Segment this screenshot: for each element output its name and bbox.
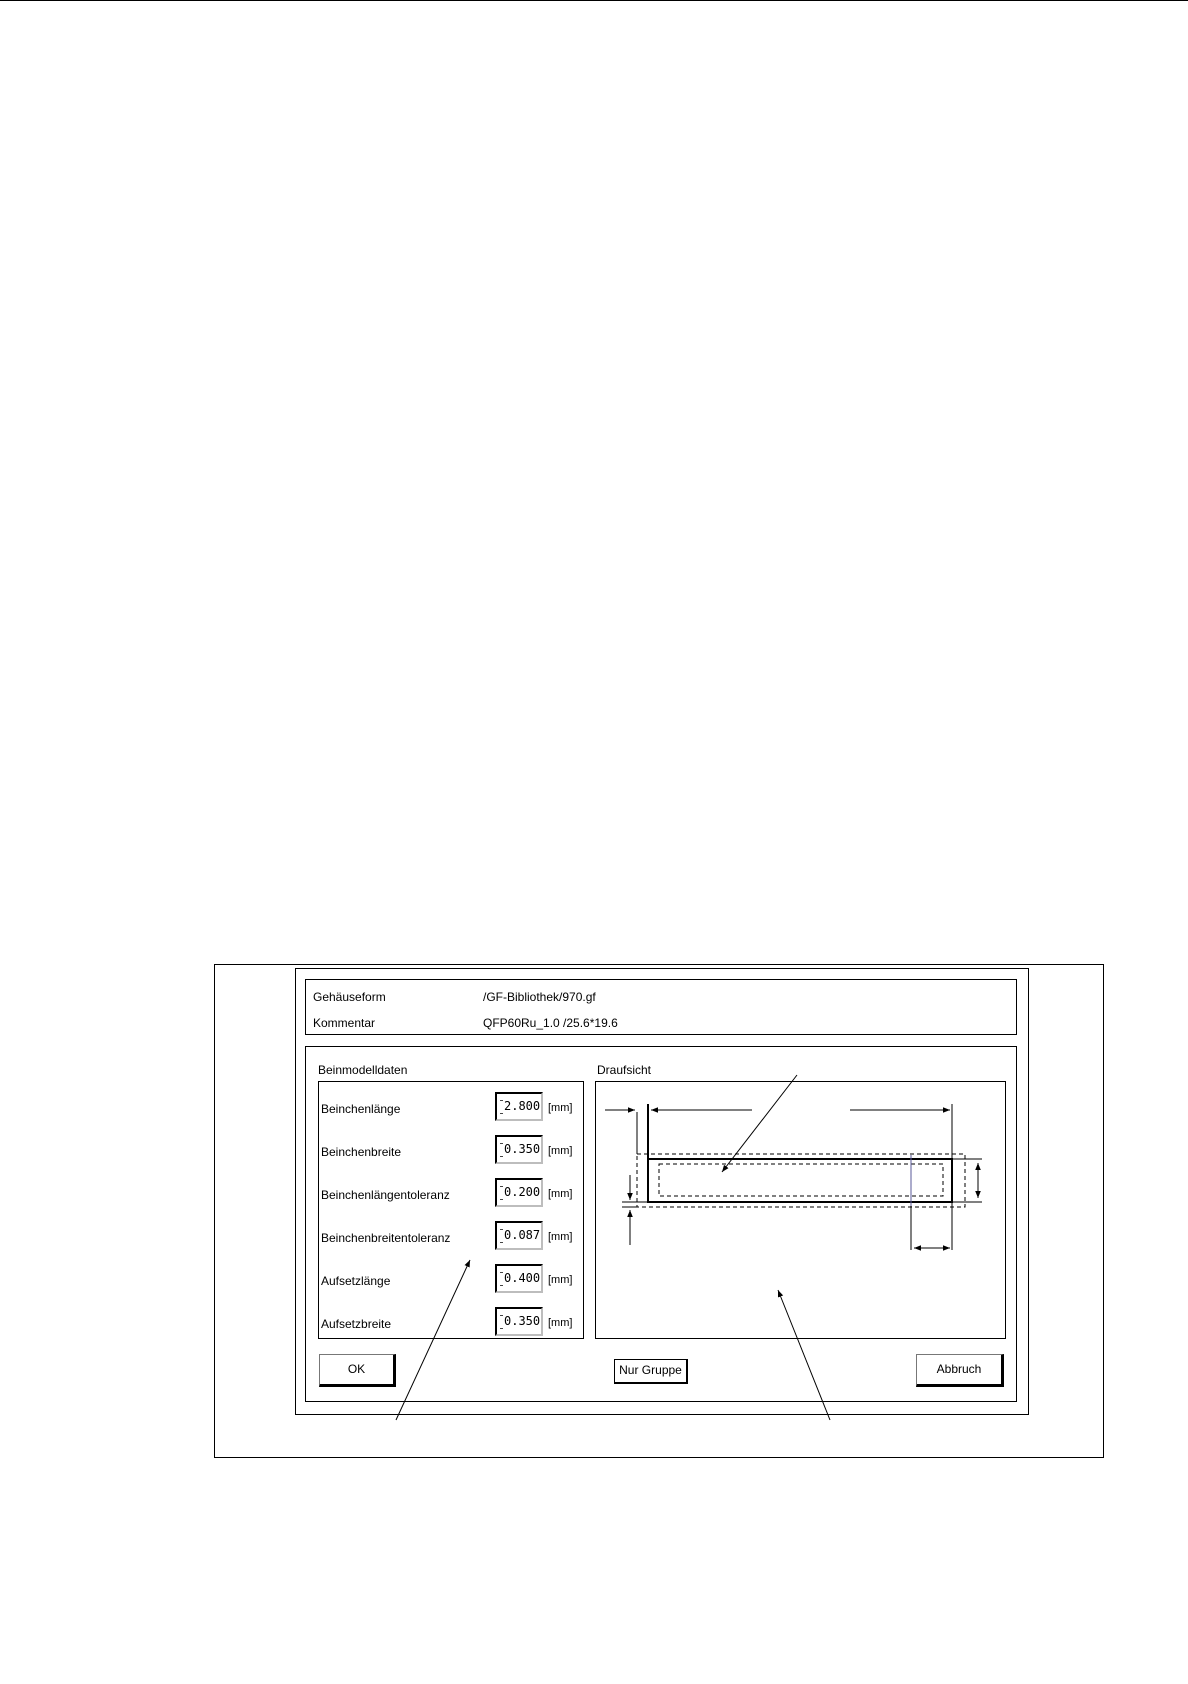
ok-button[interactable]: OK — [319, 1354, 396, 1387]
unit-label: [mm] — [548, 1102, 573, 1114]
aufsetzlaenge-input[interactable]: 0.400 — [495, 1264, 543, 1293]
nur-gruppe-button[interactable]: Nur Gruppe — [614, 1359, 688, 1384]
beinchenlaengentoleranz-input[interactable]: 0.200 — [495, 1178, 543, 1207]
unit-label: [mm] — [548, 1188, 573, 1200]
gehaeuseform-value: /GF-Bibliothek/970.gf — [483, 990, 596, 1004]
field-label: Aufsetzbreite — [321, 1317, 392, 1331]
field-label: Beinchenlänge — [321, 1102, 401, 1116]
callout-line-fields — [396, 1260, 470, 1420]
kommentar-label: Kommentar — [313, 1016, 376, 1030]
callout-line-topview — [778, 1290, 830, 1420]
beinchenbreitentoleranz-input[interactable]: 0.087 — [495, 1221, 543, 1250]
kommentar-value: QFP60Ru_1.0 /25.6*19.6 — [483, 1016, 618, 1030]
unit-label: [mm] — [548, 1145, 573, 1157]
leg-group-title: Beinmodelldaten — [318, 1063, 408, 1077]
unit-label: [mm] — [548, 1274, 573, 1286]
beinchenlaenge-input[interactable]: 2.800 — [495, 1092, 543, 1121]
field-label: Beinchenbreitentoleranz — [321, 1231, 451, 1245]
gehaeuseform-label: Gehäuseform — [313, 990, 386, 1004]
aufsetzbreite-input[interactable]: 0.350 — [495, 1307, 543, 1336]
tolerance-outline — [637, 1154, 965, 1207]
field-label: Beinchenlängentoleranz — [321, 1188, 450, 1202]
unit-label: [mm] — [548, 1317, 573, 1329]
field-label: Beinchenbreite — [321, 1145, 402, 1159]
beinchenbreite-input[interactable]: 0.350 — [495, 1135, 543, 1164]
top-view-title: Draufsicht — [597, 1063, 652, 1077]
callout-line-center — [722, 1075, 797, 1172]
field-label: Aufsetzlänge — [321, 1274, 391, 1288]
unit-label: [mm] — [548, 1231, 573, 1243]
abbruch-button[interactable]: Abbruch — [916, 1354, 1004, 1387]
touchdown-outline — [659, 1164, 943, 1196]
